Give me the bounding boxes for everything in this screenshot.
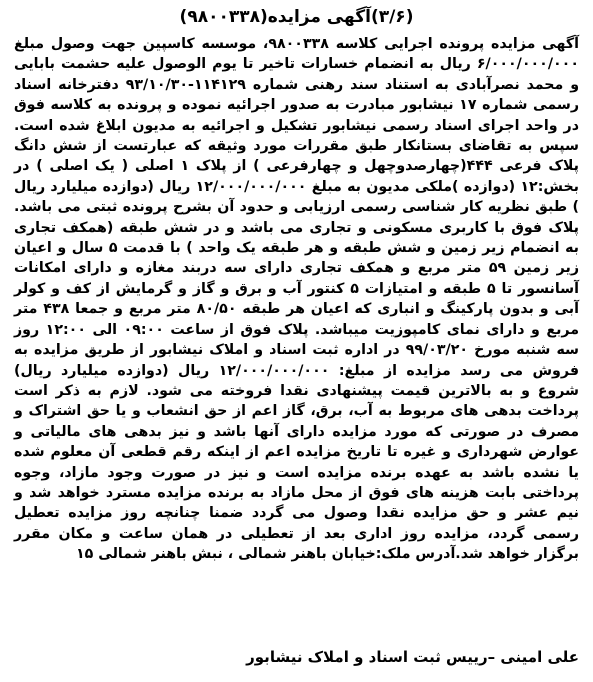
notice-paragraph: آگهی مزایده پرونده اجرایی کلاسه ۹۸۰۰۳۳۸، موسسه کاسپین جهت وصول مبلغ ۶/۰۰۰/۰۰۰/۰۰۰ ریال به انضمام خسارات تاخیر تا یوم الوصول علیه حشمت بابایی و محمد نصرآبادی به استناد سند رهنی شماره ۱۱۴۱۲۹-۹۳/۱۰/۳۰ دفترخانه اسناد رسمی شماره ۱۷ نیشابور مبادرت به صدور اجرائیه نموده و پرونده به کلاسه فوق در واحد اجرای اسناد رسمی نیشابور تشکیل و اجرائیه به مدیون ابلاغ شده است. سپس به تقاضای بستانکار طبق مقررات مورد وثیقه که عبارتست از شش دانگ پلاک فرعی ۴۴۴(چهارصدوچهل و چهارفرعی ) از پلاک ۱ اصلی ( یک اصلی ) در بخش:۱۲ (دوازده )ملکی مدیون به مبلغ ۱۲/۰۰۰/۰۰۰/۰۰۰ ریال (دوازده میلیارد ریال ) طبق نظریه کار شناسی رسمی ارزیابی و حدود آن بشرح پرونده ثبتی می باشد. پلاک فوق با کاربری مسکونی و تجاری می باشد و در شش طبقه (همکف تجاری به انضمام زیر زمین و شش طبقه و هر طبقه یک واحد ) با قدمت ۵ سال و اعیان زیر زمین ۵۹ متر مربع و همکف تجاری دارای سه دربند مغازه و دارای امکانات آسانسور تا ۵ طبقه و امتیازات ۵ کنتور آب و برق و گاز و گرمایش از کف و کولر آبی و بدون پارکینگ و انباری که اعیان هر طبقه ۸۰/۵۰ متر مربع و جمعا ۴۳۸ متر مربع و دارای نمای کامپوزیت میباشد. پلاک فوق از ساعت ۰۹:۰۰ الی ۱۲:۰۰ روز سه شنبه مورخ ۹۹/۰۳/۲۰ در اداره ثبت اسناد و املاک نیشابور از طریق مزایده به فروش می رسد مزایده از مبلغ: ۱۲/۰۰۰/۰۰۰/۰۰۰ ریال (دوازده میلیارد ریال) شروع و به بالاترین قیمت پیشنهادی نقدا فروخته می شود. لازم به ذکر است پرداخت بدهی های مربوط به آب، برق، گاز اعم از حق انشعاب و یا حق اشتراک و مصرف در صورتی که مورد مزایده دارای آنها باشد و نیز بدهی های مالیاتی و عوارض شهرداری و غیره تا تاریخ مزایده اعم از اینکه رقم قطعی آن معلوم شده یا نشده باشد به عهده برنده مزایده است و نیز در صورت وجود مازاد، وجوه پرداختی بابت هزینه های فوق از محل مازاد به برنده مزایده مسترد خواهد شد و نیم عشر و حق مزایده نقدا وصول می گردد ضمنا چنانچه روز مزایده تعطیل رسمی گردد، مزایده روز اداری بعد از تعطیلی در همان ساعت و مکان مقرر برگزار خواهد شد.آدرس ملک:خیابان باهنر شمالی ، نبش باهنر شمالی ۱۵ bbox=[14, 36, 580, 563]
notice-body bbox=[14, 34, 579, 565]
notice-signature: علی امینی –رییس ثبت اسناد و املاک نیشابور bbox=[246, 648, 579, 666]
notice-title: (۳/۶)آگهی مزایده(۹۸۰۰۳۳۸) bbox=[179, 7, 414, 27]
